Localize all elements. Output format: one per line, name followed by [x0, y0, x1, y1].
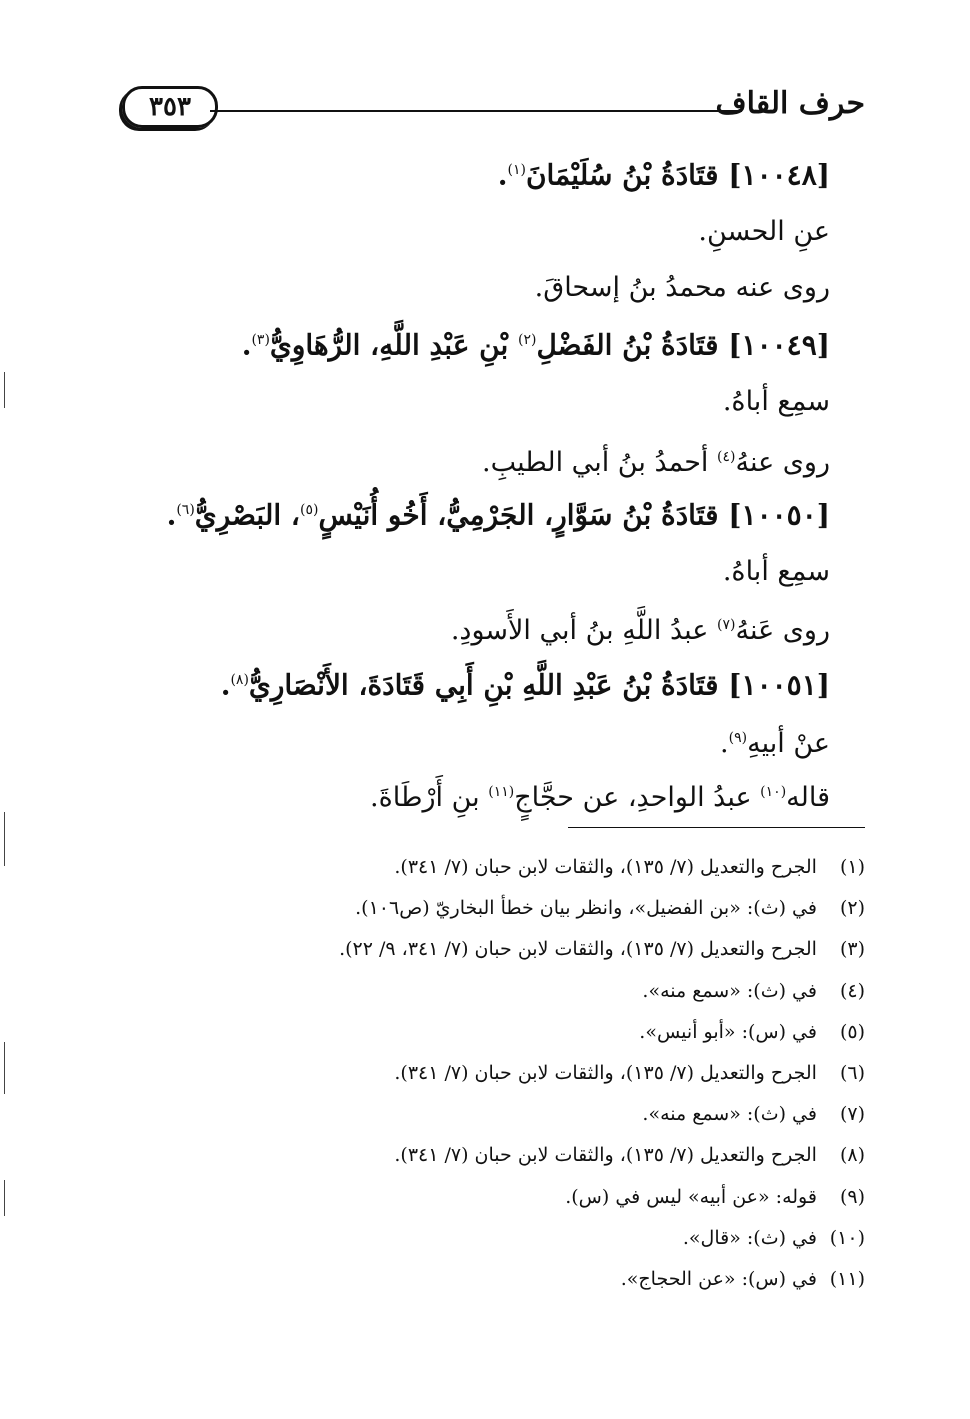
footnote-number: (٣) — [839, 938, 865, 960]
text-line — [60, 212, 830, 252]
text-line — [60, 437, 830, 483]
line-text: . — [166, 498, 177, 532]
line-text: عبدُ اللَّهِ بنُ أبي الأَسودِ. — [450, 615, 717, 646]
page-number-badge: ٣٥٣ — [122, 86, 218, 128]
footnote — [60, 893, 865, 923]
footnote-number: (٧) — [839, 1103, 865, 1125]
footnote — [60, 976, 865, 1006]
line-text: ، البَصْرِيُّ — [194, 498, 300, 532]
text-line — [60, 552, 830, 592]
footnote-reference: (٣) — [251, 332, 270, 348]
footnote-number: (١) — [839, 856, 865, 878]
line-text: روى عَنهُ — [735, 615, 830, 646]
line-text: أحمدُ بنُ أبي الطيبِ. — [481, 447, 717, 478]
footnote — [60, 1264, 865, 1294]
footnote-text: في (س): «عن الحجاج». — [620, 1268, 823, 1290]
footnote-text: في (س): «أبو أنيس». — [639, 1021, 823, 1043]
footnote-number: (٦) — [839, 1062, 865, 1084]
footnote-reference: (٦) — [176, 502, 195, 518]
margin-line — [4, 1042, 5, 1094]
footnote-number: (٢) — [839, 897, 865, 919]
text-line — [60, 268, 830, 308]
footnote — [60, 1099, 865, 1129]
line-text: [١٠٠٥٠] قتَادَةُ بْنُ سَوَّارٍ، الجَرْمِيُّ، أَخُو أُنَيْسٍ — [318, 498, 830, 532]
footnote-reference: (٨) — [230, 672, 249, 688]
line-text: روى عنهُ — [735, 447, 830, 478]
line-text: روى عنه محمدُ بنُ إسحاقَ. — [534, 272, 830, 303]
line-text: [١٠٠٥١] قتَادَةُ بْنُ عَبْدِ اللَّهِ بْنِ أَبِي قَتَادَةَ، الأَنْصَارِيُّ — [248, 668, 830, 702]
footnote-text: الجرح والتعديل (٧/ ١٣٥)، والثقات لابن حبان (٧/ ٣٤١). — [394, 1062, 823, 1084]
footnote-number: (١١) — [829, 1268, 865, 1290]
running-header-title: حرف القاف — [715, 86, 865, 121]
text-line — [60, 718, 830, 764]
biography-entry-heading — [60, 320, 830, 365]
footnote-text: الجرح والتعديل (٧/ ١٣٥)، والثقات لابن حبان (٧/ ٣٤١). — [394, 856, 823, 878]
footnote-number: (١٠) — [829, 1227, 865, 1249]
footnote-separator — [568, 827, 865, 828]
line-text: . — [497, 158, 508, 192]
footnote-number: (٩) — [839, 1186, 865, 1208]
footnote-reference: (٧) — [717, 617, 736, 633]
footnote-number: (٤) — [839, 980, 865, 1002]
biography-entry-heading — [60, 490, 830, 535]
line-text: [١٠٠٤٨] قتَادَةُ بْنُ سُلَيْمَانَ — [525, 158, 830, 192]
line-text: عبدُ الواحدِ، عن حجَّاجٍ — [514, 782, 761, 813]
footnote-number: (٨) — [839, 1144, 865, 1166]
line-text: بنِ أَرْطَاةَ. — [370, 782, 489, 813]
footnote-text: في (ث): «سمع منه». — [642, 980, 823, 1002]
footnote-text: قوله: «عن أبيه» ليس في (س). — [565, 1186, 823, 1208]
footnote-reference: (٥) — [299, 502, 319, 518]
text-line — [60, 605, 830, 651]
footnote-reference: (٩) — [728, 730, 748, 746]
biography-entry-heading — [60, 660, 830, 705]
text-line — [60, 772, 830, 818]
footnote-reference: (٢) — [518, 332, 537, 348]
footnote — [60, 1140, 865, 1170]
footnote-reference: (٤) — [717, 449, 736, 465]
line-text: [١٠٠٤٩] قتَادَةُ بْنُ الفَضْلِ — [536, 328, 830, 362]
text-line — [60, 382, 830, 422]
line-text: . — [220, 668, 231, 702]
footnote — [60, 1223, 865, 1253]
header-rule — [210, 110, 742, 112]
footnote-reference: (١٠) — [760, 784, 787, 800]
footnote-text: في (ث): «سمع منه». — [642, 1103, 823, 1125]
footnote-text: الجرح والتعديل (٧/ ١٣٥)، والثقات لابن حبان (٧/ ٣٤١). — [394, 1144, 823, 1166]
line-text: قاله — [786, 782, 830, 813]
footnote — [60, 1182, 865, 1212]
margin-line — [4, 1180, 5, 1216]
footnote-text: في (ث): «بن الفضيل»، وانظر بيان خطأ البخاريّ (ص١٠٦). — [355, 897, 823, 919]
footnote-number: (٥) — [839, 1021, 865, 1043]
line-text: عنِ الحسنِ. — [698, 216, 830, 247]
line-text: سمِع أباهُ. — [722, 556, 830, 587]
footnote-text: في (ث): «قال». — [682, 1227, 823, 1249]
line-text: عنْ أبيهِ — [747, 728, 830, 759]
footnote — [60, 1058, 865, 1088]
footnote-reference: (١١) — [488, 784, 515, 800]
footnote — [60, 934, 865, 964]
footnote — [60, 1017, 865, 1047]
margin-line — [4, 372, 5, 408]
footnote-reference: (١) — [507, 162, 526, 178]
footnote-text: الجرح والتعديل (٧/ ١٣٥)، والثقات لابن حبان (٧/ ٣٤١، ٩/ ٢٢). — [339, 938, 823, 960]
biography-entry-heading — [60, 150, 830, 195]
margin-line — [4, 812, 5, 866]
line-text: . — [241, 328, 252, 362]
line-text: بْنِ عَبْدِ اللَّهِ، الرُّهَاوِيُّ — [269, 328, 518, 362]
footnote — [60, 852, 865, 882]
line-text: سمِع أباهُ. — [722, 386, 830, 417]
line-text: . — [720, 728, 729, 759]
